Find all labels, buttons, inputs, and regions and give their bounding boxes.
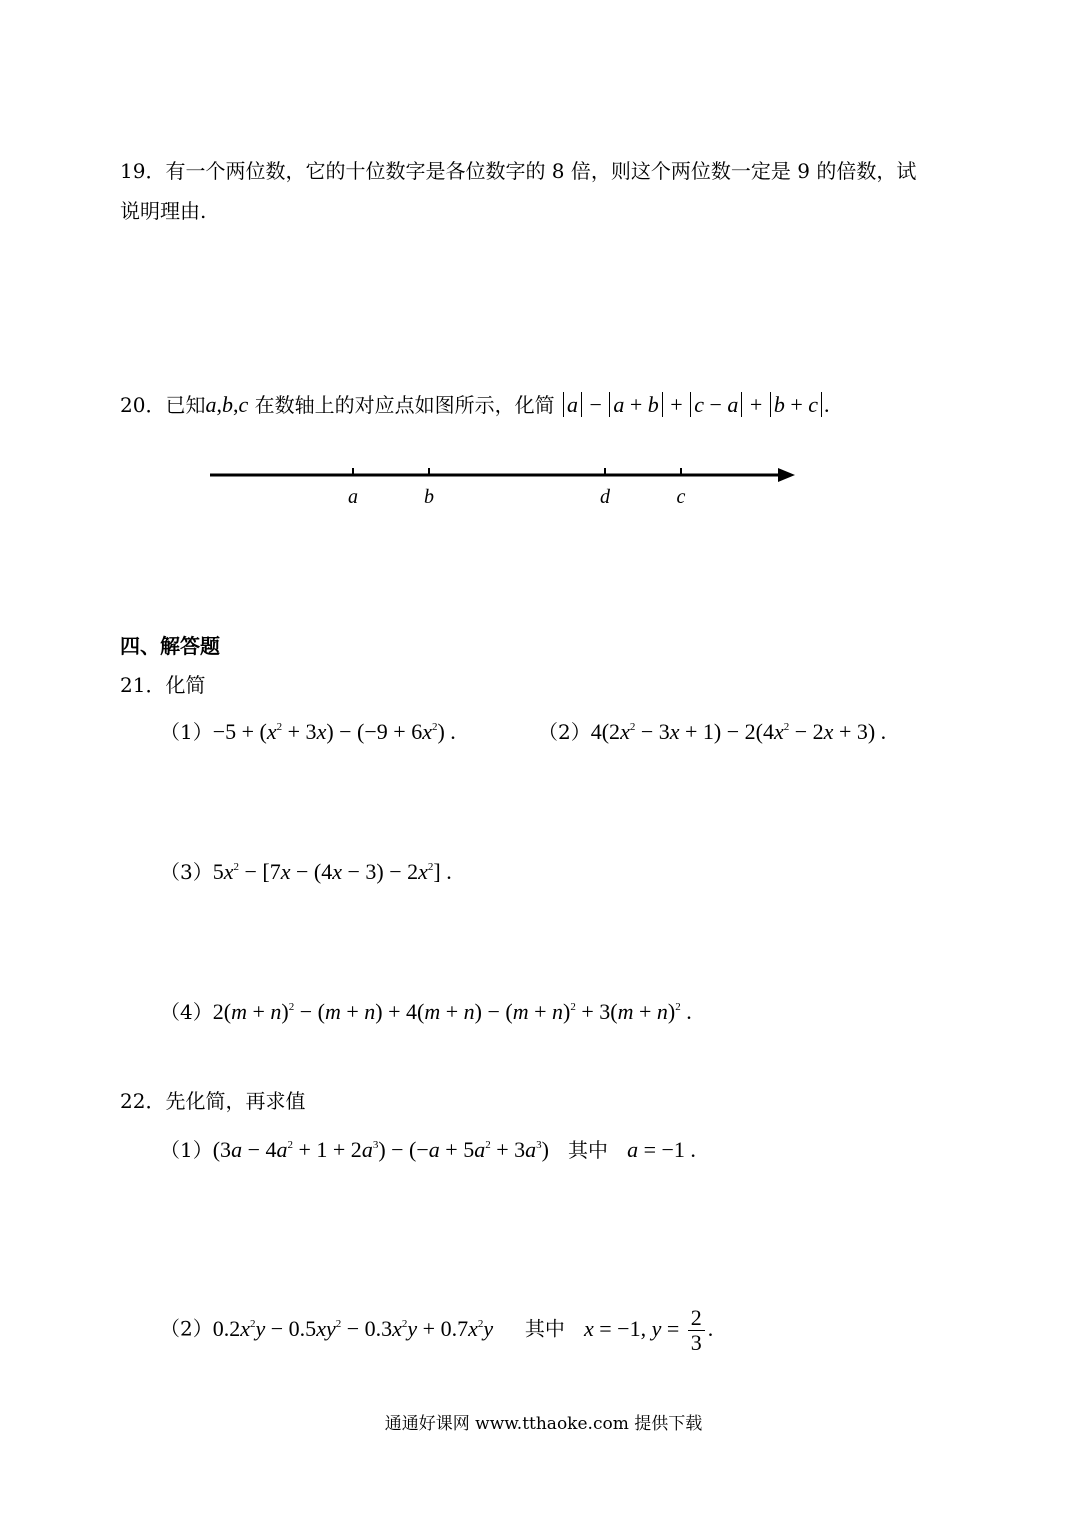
part-label: （4） bbox=[160, 1000, 213, 1024]
part-label: （1） bbox=[160, 1138, 213, 1162]
part-expression: $2(m + n)^2 - (m + n) + 4(m + n) - (m + n)^2 + 3(m + n)^2$ . bbox=[212, 999, 692, 1024]
question-19-line-2: 说明理由. bbox=[120, 199, 207, 223]
question-20-expression: a − a + b + c − a + b + c . bbox=[561, 392, 830, 417]
footer: 通通好课网 www.tthaoke.com 提供下载 bbox=[384, 1414, 703, 1434]
part-label: （3） bbox=[160, 860, 213, 884]
question-20-intro: 20．已知 bbox=[120, 393, 206, 417]
question-22-part-1 bbox=[160, 1136, 696, 1164]
part-label: （2） bbox=[538, 720, 591, 744]
part-expression: $0.2x^2y - 0.5xy^2 - 0.3x^2y + 0.7x^2y$ bbox=[212, 1315, 494, 1341]
part-label: （2） bbox=[160, 1316, 213, 1341]
axis-label-c: c bbox=[676, 486, 686, 508]
part-condition: x = −1, y = $\frac{2}{3}$ . bbox=[584, 1305, 714, 1355]
part-expression: $5x^2 - [7x - (4x - 3) - 2x^2]$ . bbox=[212, 859, 452, 884]
part-label: （1） bbox=[160, 720, 213, 744]
question-21-part-4 bbox=[160, 998, 692, 1026]
axis-label-b: b bbox=[424, 486, 434, 508]
question-21-part-2 bbox=[538, 718, 886, 746]
part-condition: a = −1 . bbox=[627, 1137, 696, 1162]
section-title: 四、解答题 bbox=[120, 634, 220, 658]
question-19-line-1: 19．有一个两位数，它的十位数字是各位数字的 8 倍，则这个两位数一定是 9 的倍数，试 bbox=[120, 159, 917, 183]
question-20 bbox=[120, 391, 830, 419]
axis-label-d: d bbox=[600, 486, 610, 508]
question-20-vars: a,b,c bbox=[205, 392, 249, 417]
question-20-text: 在数轴上的对应点如图所示，化简 bbox=[254, 393, 555, 417]
part-expression: $4(2x^2 - 3x + 1) - 2(4x^2 - 2x + 3)$ . bbox=[590, 719, 887, 744]
where-label: 其中 bbox=[524, 1316, 565, 1341]
question-21-part-3 bbox=[160, 858, 452, 886]
part-expression: $(3a - 4a^2 + 1 + 2a^3) - (-a + 5a^2 + 3a^3)$ bbox=[212, 1137, 549, 1162]
question-22-title: 22．先化简，再求值 bbox=[120, 1089, 306, 1113]
question-21-title: 21．化简 bbox=[120, 673, 206, 697]
question-21-part-1 bbox=[160, 718, 456, 746]
number-line bbox=[0, 455, 1087, 495]
where-label: 其中 bbox=[568, 1138, 609, 1162]
part-expression: $-5 + (x^2 + 3x) - (-9 + 6x^2)$ . bbox=[212, 719, 456, 744]
axis-label-a: a bbox=[348, 486, 358, 508]
question-22-part-2 bbox=[160, 1306, 713, 1355]
